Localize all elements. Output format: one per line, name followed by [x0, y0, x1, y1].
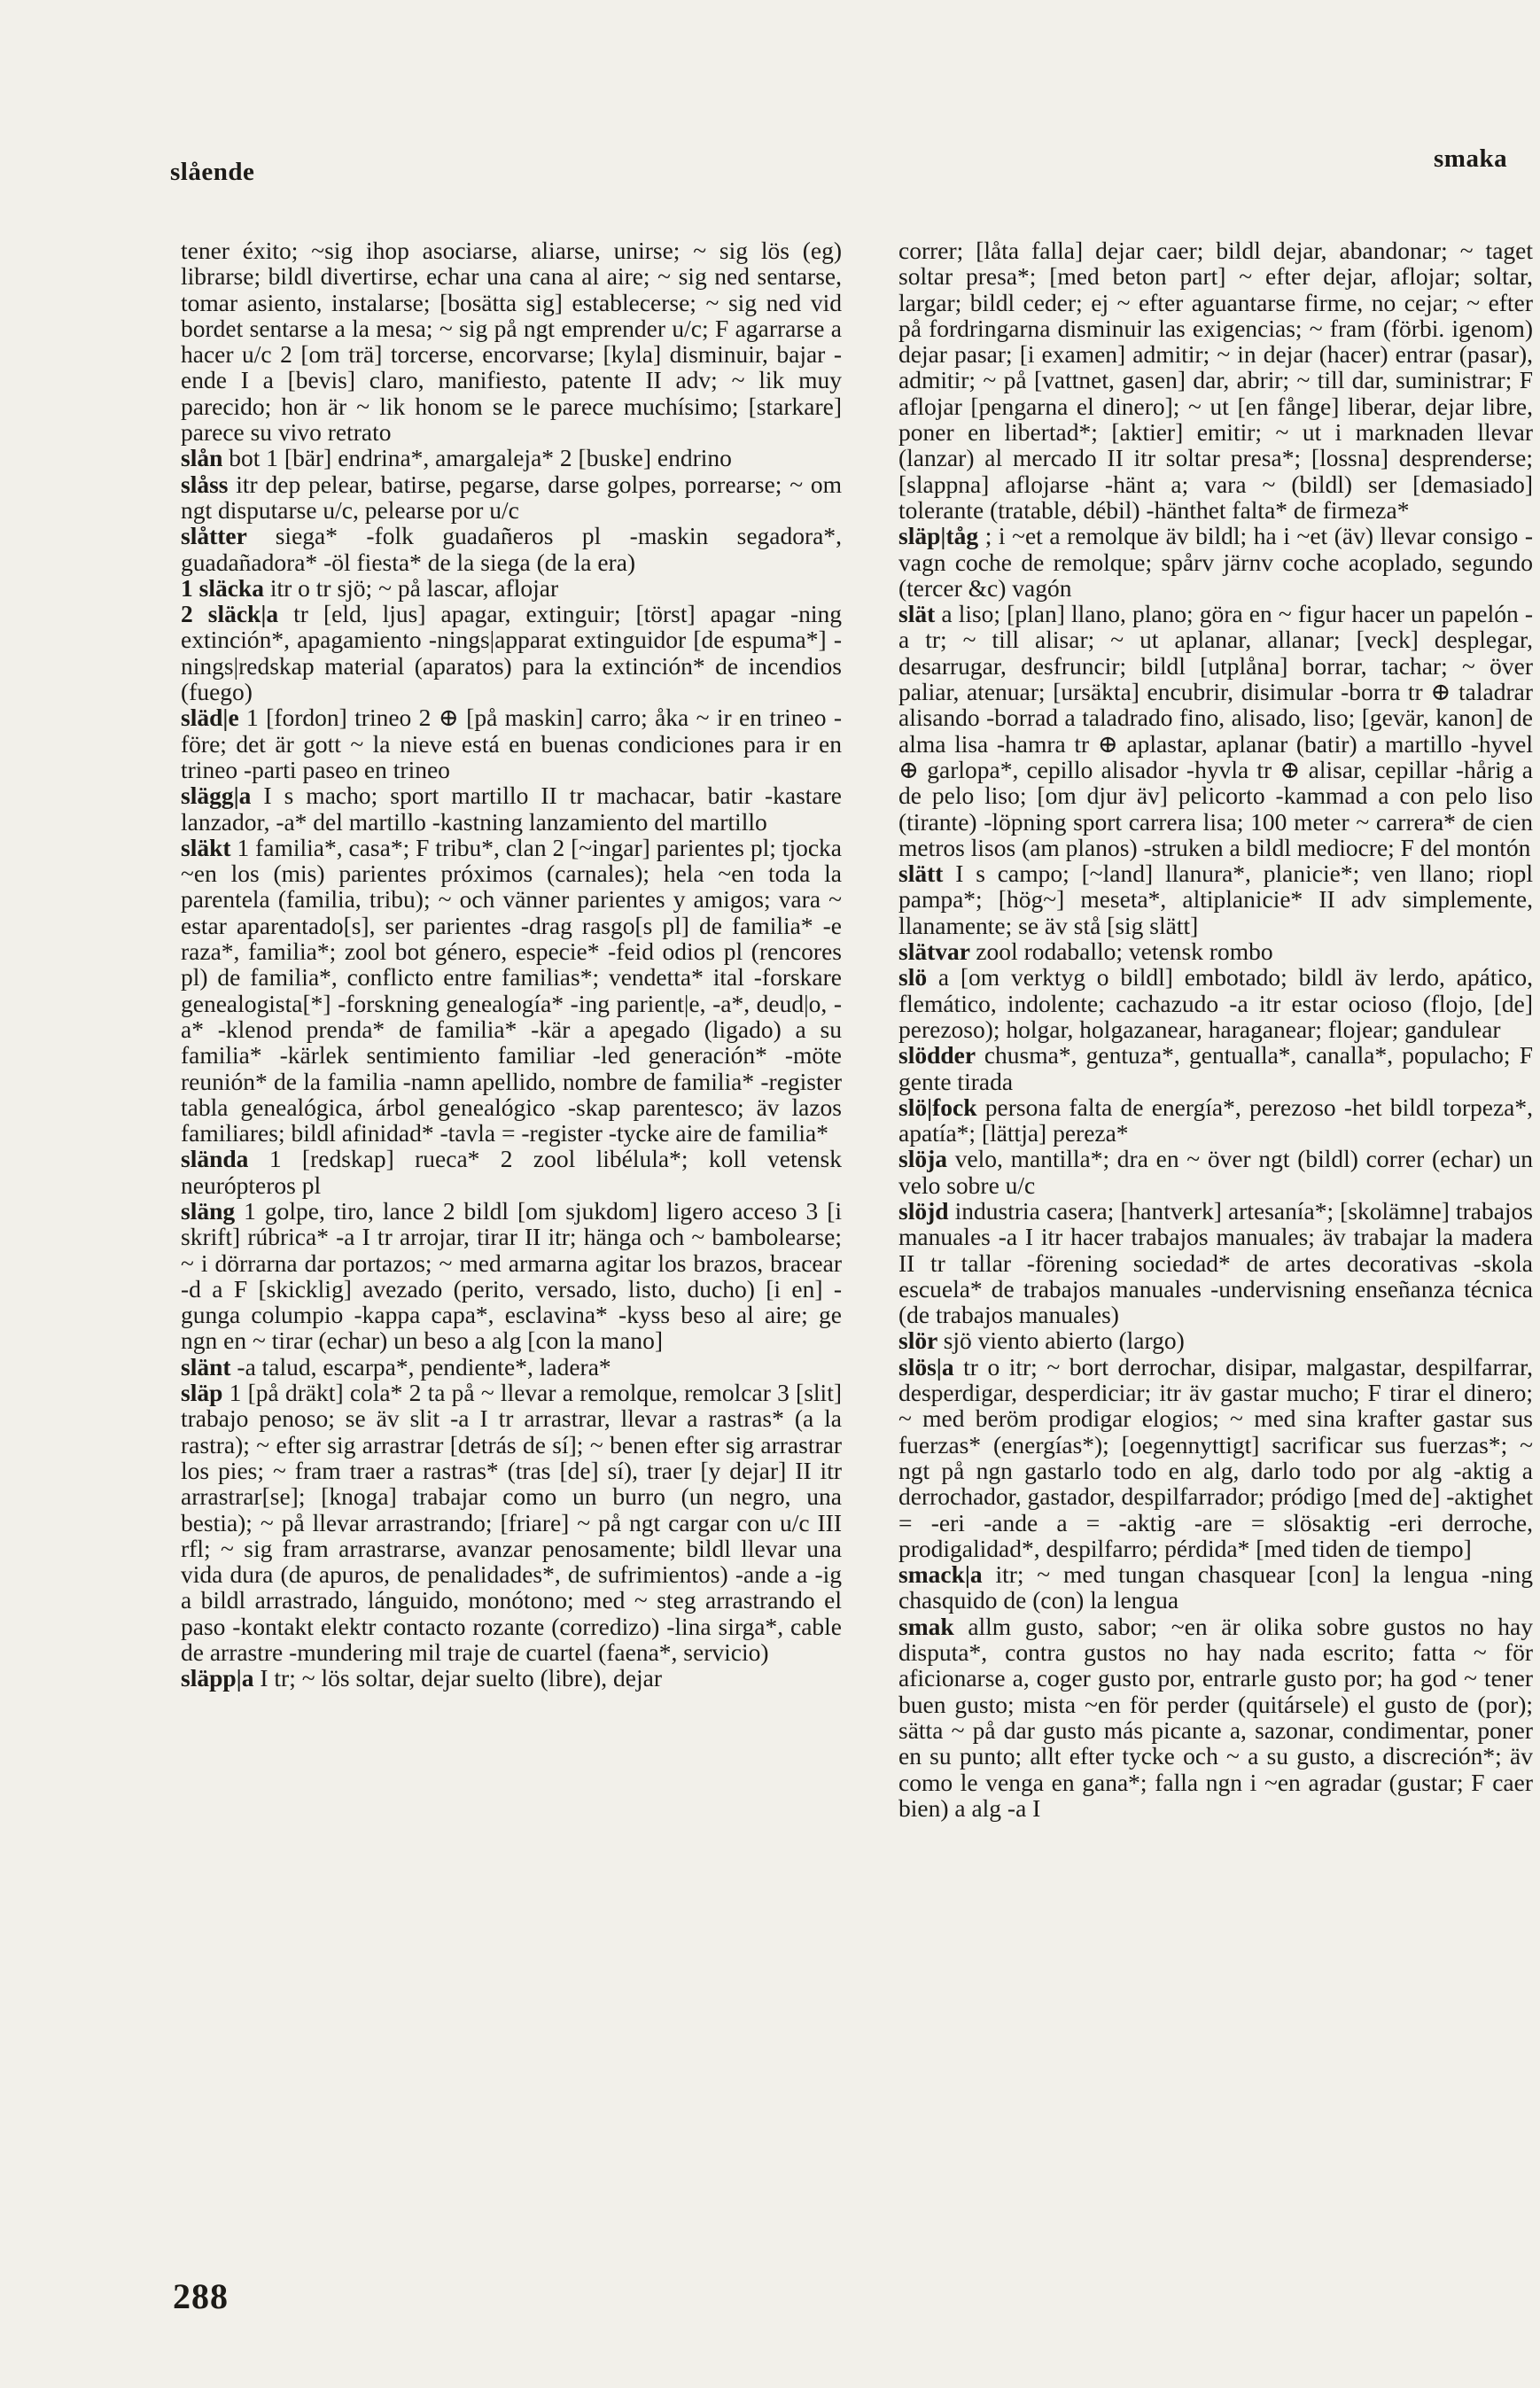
- dictionary-entry: [168, 835, 842, 1147]
- dictionary-entry: [886, 964, 1533, 1042]
- entry-headword: slåss: [181, 470, 229, 498]
- entry-headword: slåtter: [181, 522, 247, 550]
- dictionary-entry: [886, 1198, 1533, 1327]
- dictionary-entry: [886, 237, 1533, 523]
- dictionary-entry: [886, 1327, 1533, 1353]
- entry-headword: 1 släcka: [181, 573, 264, 602]
- dictionary-entry: [168, 601, 842, 704]
- entry-definition: I s macho; sport martillo II tr machacar, batir -kastare lanzador, -a* del martillo -kastning lanzamiento del martillo: [181, 782, 842, 836]
- dictionary-entry: [168, 782, 842, 835]
- entry-definition: bot 1 [bär] endrina*, amargaleja* 2 [buske] endrino: [229, 444, 732, 472]
- entry-definition: sjö viento abierto (largo): [943, 1326, 1185, 1355]
- entry-headword: slänt: [181, 1352, 231, 1381]
- entry-definition: 1 [på dräkt] cola* 2 ta på ~ llevar a remolque, remolcar 3 [slit] trabajo penoso; se äv slit -a I tr arrastrar, llevar a rastras* (a la rastra); ~ efter sig arrastrar [detrás de sí]; ~ benen efter sig arrastrar los pies; ~ fram traer a rastras* (tras [de] sí), traer [y dejar] II itr arrastrar[se]; [knoga] trabajar como un burro (un negro, una bestia); ~ på llevar arrastrando; [friare] ~ på ngt cargar con u/c III rfl; ~ sig fram arrastrarse, avanzar penosamente; bildl llevar una vida dura (de apuros, de penalidades*, de sufrimientos) -ande a -ig a bildl arrastrado, lánguido, monótono; med ~ steg arrastrando el paso -kontakt elektr contacto rozante (corredizo) -lina sirga*, cable de arrastre -mundering mil traje de cuartel (faena*, servicio): [181, 1379, 842, 1667]
- dictionary-entry: [886, 860, 1533, 938]
- running-header-right: smaka: [1434, 144, 1508, 173]
- entry-definition: I s campo; [~land] llanura*, planicie*; ven llano; riopl pampa*; [hög~] meseta*, altiplanicie* II adv simplemente, llanamente; se äv stå [sig slätt]: [898, 860, 1533, 939]
- entry-headword: smack|a: [898, 1560, 983, 1589]
- entry-definition: persona falta de energía*, perezoso -het bildl torpeza*, apatía*; [lättja] pereza*: [898, 1093, 1533, 1147]
- entry-definition: correr; [låta falla] dejar caer; bildl dejar, abandonar; ~ taget soltar presa*; [med beton part] ~ efter dejar, aflojar; soltar, largar; bildl ceder; ej ~ efter aguantarse firme, no cejar; ~ efter på fordringarna disminuir las exigencias; ~ fram (förbi. igenom) dejar pasar; [i examen] admitir; ~ in dejar (hacer) entrar (pasar), admitir; ~ på [vattnet, gasen] dar, abrir; ~ till dar, suministrar; F aflojar [pengarna el dinero]; ~ ut [en fånge] liberar, dejar libre, poner en libertad*; [aktier] emitir; ~ ut i marknaden llevar (lanzar) al mercado II itr soltar presa*; [lossna] desprenderse; [slappna] aflojarse -hänt a; vara ~ (bildl) ser [demasiado] tolerante (tratable, débil) -hänthet falta* de firmeza*: [898, 237, 1533, 524]
- entry-headword: släp: [181, 1379, 223, 1407]
- entry-headword: släng: [181, 1196, 236, 1225]
- entry-headword: slö: [898, 963, 928, 992]
- dictionary-entry: [886, 1042, 1533, 1094]
- entry-definition: velo, mantilla*; dra en ~ över ngt (bildl) correr (echar) un velo sobre u/c: [898, 1145, 1534, 1199]
- dictionary-entry: [886, 1094, 1533, 1147]
- dictionary-entry: [168, 704, 842, 782]
- entry-headword: slätvar: [898, 937, 970, 966]
- dictionary-entry: [168, 1665, 842, 1691]
- entry-headword: slö|fock: [898, 1093, 977, 1121]
- entry-headword: slät: [898, 600, 936, 628]
- entry-headword: slägg|a: [181, 782, 252, 810]
- entry-headword: släpp|a: [181, 1664, 254, 1692]
- dictionary-entry: [168, 523, 842, 575]
- dictionary-entry: [886, 1614, 1533, 1821]
- entry-definition: ; i ~et a remolque äv bildl; ha i ~et (äv) llevar consigo -vagn coche de remolque; spårv järnv coche acoplado, segundo (tercer &c) vagón: [898, 522, 1534, 602]
- running-header-left: slående: [170, 158, 255, 186]
- entry-definition: industria casera; [hantverk] artesanía*; [skolämne] trabajos manuales -a I itr hacer trabajos manuales; äv trabajar la madera II tr tallar -förening sociedad* de artes decorativas -skola escuela* de trabajos manuales -undervisning enseñanza técnica (de trabajos manuales): [898, 1196, 1534, 1329]
- entry-headword: slån: [181, 444, 223, 472]
- entry-definition: chusma*, gentuza*, gentualla*, canalla*, populacho; F gente tirada: [898, 1041, 1533, 1095]
- entry-definition: a liso; [plan] llano, plano; göra en ~ figur hacer un papelón -a tr; ~ till alisar; ~ ut aplanar, allanar; [veck] desplegar, desarrugar, desfruncir; bildl [utplåna] borrar, tachar; ~ över paliar, atenuar; [ursäkta] encubrir, disimular -borra tr ⊕ taladrar alisando -borrad a taladrado fino, alisado, liso; [gevär, kanon] de alma lisa -hamra tr ⊕ aplastar, aplanar (batir) a martillo -hyvel ⊕ garlopa*, cepillo alisador -hyvla tr ⊕ alisar, cepillar -hårig a de pelo liso; [om djur äv] pelicorto -kammad a con pelo liso (tirante) -löpning sport carrera lisa; 100 meter ~ carrera* de cien metros lisos (am planos) -struken a bildl mediocre; F del montón: [898, 600, 1534, 861]
- entry-definition: a [om verktyg o bildl] embotado; bildl äv lerdo, apático, flemático, indolente; cachazudo -a itr estar ocioso (flojo, [de] perezoso); holgar, holgazanear, haraganear; flojear; gandulear: [898, 963, 1533, 1043]
- entry-definition: 1 golpe, tiro, lance 2 bildl [om sjukdom] ligero acceso 3 [i skrift] rúbrica* -a I tr arrojar, tirar II itr; hänga och ~ bambolearse; ~ i dörrarna dar portazos; ~ med armarna agitar los brazos, bracear -d a F [skicklig] avezado (perito, versado, listo, ducho) [i en] -gunga columpio -kappa capa*, esclavina* -kyss beso al aire; ge ngn en ~ tirar (echar) un beso a alg [con la mano]: [181, 1196, 843, 1355]
- entry-definition: I tr; ~ lös soltar, dejar suelto (libre), dejar: [260, 1664, 663, 1692]
- entry-headword: slör: [898, 1326, 937, 1355]
- entry-headword: slöjd: [898, 1196, 949, 1225]
- entry-headword: slös|a: [898, 1352, 954, 1381]
- entry-headword: släp|tåg: [898, 522, 979, 550]
- entry-definition: zool rodaballo; vetensk rombo: [976, 937, 1273, 966]
- entry-definition: 1 [fordon] trineo 2 ⊕ [på maskin] carro; åka ~ ir en trineo -före; det är gott ~ la nieve está en buenas condiciones para ir en trineo -parti paseo en trineo: [181, 704, 843, 783]
- entry-definition: tener éxito; ~sig ihop asociarse, aliarse, unirse; ~ sig lös (eg) librarse; bildl divertirse, echar una cana al aire; ~ sig ned sentarse, tomar asiento, instalarse; [bosätta sig] establecerse; ~ sig ned vid bordet sentarse a la mesa; ~ sig på ngt emprender u/c; F agarrarse a hacer u/c 2 [om trä] torcerse, encorvarse; [kyla] disminuir, bajar -ende I a [bevis] claro, manifiesto, patente II adv; ~ lik muy parecido; hon är ~ lik honom se le parece muchísimo; [starkare] parece su vivo retrato: [181, 237, 842, 447]
- dictionary-entry: [168, 237, 842, 445]
- entry-definition: tr o itr; ~ bort derrochar, disipar, malgastar, despilfarrar, desperdigar, desperdiciar; itr äv gastar mucho; F tirar el dinero; ~ med beröm prodigar elogios; ~ med sina krafter gastar sus fuerzas* (energías*); [oegennyttigt] sacrificar sus fuerzas*; ~ ngt på ngn gastarlo todo en alg, darlo todo por alg -aktig a derrochador, gastador, despilfarrador; pródigo [med de] -aktighet = -eri -ande a = -aktig -are = slösaktig -eri derroche, prodigalidad*, despilfarro; pérdida* [med tiden de tiempo]: [898, 1352, 1534, 1562]
- entry-definition: 1 [redskap] rueca* 2 zool libélula*; koll vetensk neurópteros pl: [181, 1145, 843, 1199]
- dictionary-entry: [168, 1198, 842, 1354]
- dictionary-entry: [886, 1354, 1533, 1561]
- entry-headword: 2 släck|a: [181, 600, 279, 628]
- entry-definition: itr o tr sjö; ~ på lascar, aflojar: [269, 573, 559, 602]
- dictionary-entry: [886, 1561, 1533, 1614]
- left-column: [168, 237, 842, 1692]
- right-column: [886, 237, 1533, 1821]
- dictionary-entry: [886, 601, 1533, 860]
- dictionary-entry: [886, 523, 1533, 601]
- dictionary-entry: [168, 1354, 842, 1380]
- entry-headword: släd|e: [181, 704, 239, 732]
- entry-headword: slödder: [898, 1041, 976, 1070]
- dictionary-entry: [886, 938, 1533, 964]
- entry-definition: allm gusto, sabor; ~en är olika sobre gustos no hay disputa*, contra gustos no hay nada escrito; fatta ~ för aficionarse a, coger gusto por, entrarle gusto por; ha god ~ tener buen gusto; mista ~en för perder (quitársele) el gusto de (por); sätta ~ på dar gusto más picante a, sazonar, condimentar, poner en su punto; allt efter tycke och ~ a su gusto, a discreción*; äv como le venga en gana*; falla ngn i ~en agradar (gustar; F caer bien) a alg -a I: [898, 1612, 1533, 1822]
- entry-headword: slöja: [898, 1145, 947, 1173]
- entry-definition: -a talud, escarpa*, pendiente*, ladera*: [237, 1352, 611, 1381]
- entry-definition: 1 familia*, casa*; F tribu*, clan 2 [~ingar] parientes pl; tjocka ~en los (mis) parientes próximos (carnales); hela ~en toda la parentela (familia, tribu); ~ och vänner parientes y amigos; vara ~ estar aparentado[s], ser parientes -drag rasgo[s pl] de familia* -e raza*, familia*; zool bot género, especie* -feid odios pl (rencores pl) de familia*, conflicto entre familias*; vendetta* ital -forskare genealogista[*] -forskning genealogía* -ing parient|e, -a*, deud|o, -a* -klenod prenda* de familia* -kär a apegado (ligado) a su familia* -kärlek sentimiento familiar -led generación* -möte reunión* de la familia -namn apellido, nombre de familia* -register tabla genealógica, árbol genealógico -skap parentesco; äv lazos familiares; bildl afinidad* -tavla = -register -tycke aire de familia*: [181, 833, 842, 1147]
- entry-headword: smak: [898, 1612, 954, 1640]
- entry-definition: siega* -folk guadañeros pl -maskin segadora*, guadañadora* -öl fiesta* de la siega (de la era): [181, 522, 843, 576]
- entry-definition: itr; ~ med tungan chasquear [con] la lengua -ning chasquido de (con) la lengua: [898, 1560, 1533, 1614]
- dictionary-entry: [168, 471, 842, 524]
- entry-definition: tr [eld, ljus] apagar, extinguir; [törst] apagar -ning extinción*, apagamiento -nings|apparat extinguidor [de espuma*] -nings|redskap material (aparatos) para la extinción* de incendios (fuego): [181, 600, 843, 706]
- page-number: 288: [173, 2276, 229, 2316]
- dictionary-entry: [168, 1146, 842, 1198]
- entry-headword: släkt: [181, 833, 231, 861]
- entry-headword: slända: [181, 1145, 249, 1173]
- dictionary-entry: [168, 1380, 842, 1665]
- dictionary-entry: [168, 445, 842, 471]
- dictionary-entry: [168, 575, 842, 601]
- entry-definition: itr dep pelear, batirse, pegarse, darse golpes, porrearse; ~ om ngt disputarse u/c, pelearse por u/c: [181, 470, 843, 524]
- dictionary-entry: [886, 1146, 1533, 1198]
- entry-headword: slätt: [898, 860, 944, 888]
